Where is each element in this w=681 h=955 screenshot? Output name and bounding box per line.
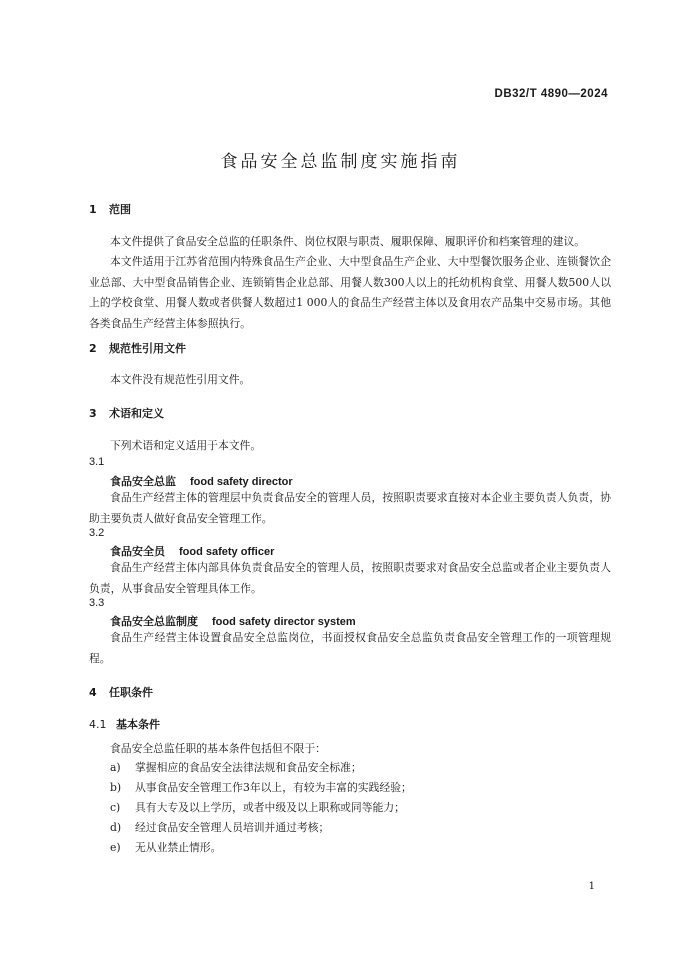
term-en: food safety officer: [179, 546, 275, 558]
term-zh: 食品安全总监制度: [110, 615, 198, 628]
term-definition: 食品生产经营主体设置食品安全总监岗位，书面授权食品安全总监负责食品安全管理工作的一项管理规程。: [89, 631, 611, 665]
term-heading: [110, 473, 293, 489]
term-definition: 食品生产经营主体的管理层中负责食品安全的管理人员，按照职责要求直接对本企业主要负责人负责，协助主要负责人做好食品安全管理工作。: [89, 491, 611, 525]
section-1-paragraph-2: 本文件适用于江苏省范围内特殊食品生产企业、大中型食品生产企业、大中型餐饮服务企业、连锁餐饮企业总部、大中型食品销售企业、连锁销售企业总部、用餐人数300人以上的托幼机构食堂、用餐人数500人以上的学校食堂、用餐人数或者供餐人数超过1 000人的食品生产经营主体以及食用农产品集中交易市场。其他各类食品生产经营主体参照执行。: [89, 255, 611, 330]
section-title: 规范性引用文件: [109, 342, 186, 355]
section-number: 4: [89, 686, 97, 699]
subsection-title: 基本条件: [116, 718, 160, 731]
document-title: 食品安全总监制度实施指南: [220, 152, 461, 172]
term-en: food safety director: [190, 476, 293, 488]
section-1-paragraph-1: 本文件提供了食品安全总监的任职条件、岗位权限与职责、履职保障、履职评价和档案管理的建议。: [110, 235, 586, 248]
list-item: [110, 820, 329, 835]
list-text: 无从业禁止情形。: [135, 841, 222, 854]
list-item: [110, 800, 405, 815]
subsection-4-1-intro: 食品安全总监任职的基本条件包括但不限于：: [110, 742, 326, 755]
section-number: 1: [89, 203, 97, 216]
list-item: [110, 840, 221, 855]
section-3-paragraph-1: 下列术语和定义适用于本文件。: [110, 439, 262, 452]
term-zh: 食品安全员: [110, 545, 165, 558]
list-text: 经过食品安全管理人员培训并通过考核；: [135, 821, 330, 834]
section-2-heading: [89, 340, 186, 356]
list-marker: a): [110, 761, 121, 774]
section-title: 任职条件: [109, 686, 153, 699]
list-item: [110, 780, 412, 795]
list-item: [110, 760, 362, 775]
list-text: 从事食品安全管理工作3年以上，有较为丰富的实践经验；: [135, 781, 412, 794]
list-marker: c): [110, 801, 121, 814]
term-heading: [110, 613, 356, 629]
subsection-4-1-heading: [89, 716, 160, 732]
section-number: 2: [89, 342, 97, 355]
term-en: food safety director system: [212, 616, 356, 628]
standard-number: DB32/T 4890—2024: [494, 88, 608, 100]
section-title: 术语和定义: [109, 407, 164, 420]
term-definition: 食品生产经营主体内部具体负责食品安全的管理人员，按照职责要求对食品安全总监或者企业主要负责人负责，从事食品安全管理具体工作。: [89, 561, 611, 595]
section-3-heading: [89, 405, 164, 421]
term-heading: [110, 543, 274, 559]
list-text: 掌握相应的食品安全法律法规和食品安全标准；: [135, 761, 362, 774]
term-number: 3.3: [89, 597, 105, 609]
section-number: 3: [89, 407, 97, 420]
section-2-paragraph-1: 本文件没有规范性引用文件。: [110, 373, 251, 386]
list-marker: d): [110, 821, 122, 834]
list-marker: e): [110, 841, 121, 854]
term-number: 3.1: [89, 456, 105, 468]
list-text: 具有大专及以上学历，或者中级及以上职称或同等能力；: [135, 801, 405, 814]
term-number: 3.2: [89, 527, 105, 539]
subsection-number: 4.1: [89, 718, 107, 731]
term-zh: 食品安全总监: [110, 475, 176, 488]
list-marker: b): [110, 781, 122, 794]
page-number: 1: [588, 881, 595, 892]
section-title: 范围: [109, 203, 131, 216]
section-1-heading: [89, 201, 131, 217]
section-4-heading: [89, 684, 153, 700]
